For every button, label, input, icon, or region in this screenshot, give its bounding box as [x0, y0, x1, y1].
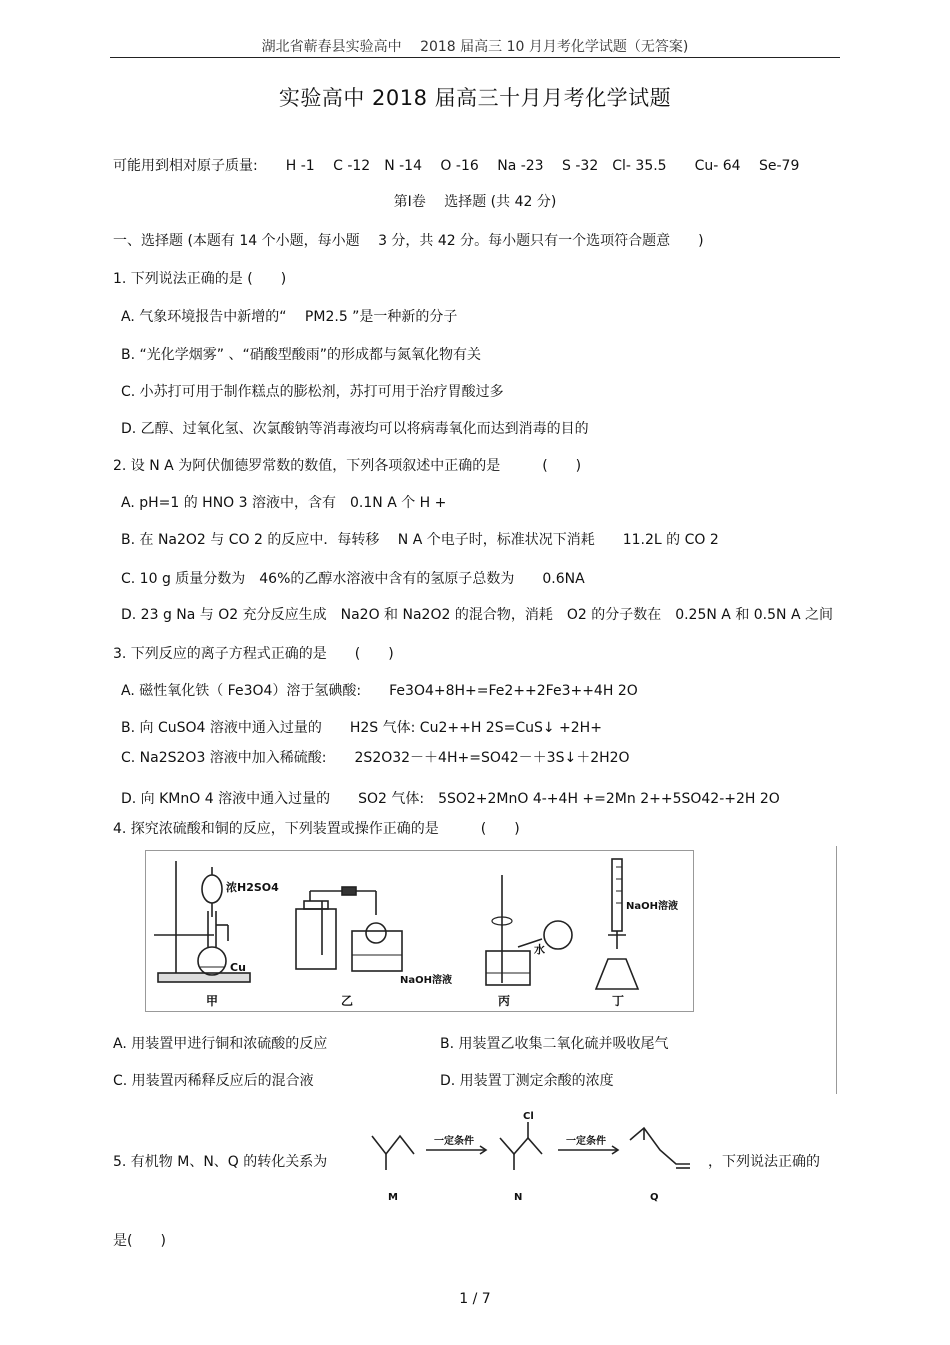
label-m: M — [388, 1192, 398, 1203]
q3-option-c: C. Na2S2O3 溶液中加入稀硫酸: 2S2O32－＋4H+=SO42－＋3S↓＋2H2O — [121, 750, 630, 766]
q1-option-a: A. 气象环境报告中新增的“ PM2.5 ”是一种新的分子 — [121, 309, 458, 325]
running-header: 湖北省蕲春县实验高中 2018 届高三 10 月月考化学试题（无答案) — [261, 39, 689, 55]
page-title: 实验高中 2018 届高三十月月考化学试题 — [278, 86, 672, 110]
conical-flask — [596, 959, 638, 989]
label-bing: 丙 — [498, 994, 511, 1008]
structure-m — [372, 1136, 414, 1154]
structure-n — [500, 1138, 542, 1154]
q4-option-b: B. 用装置乙收集二氧化硫并吸收尾气 — [440, 1036, 669, 1052]
reaction-scheme — [368, 1108, 704, 1208]
label-q: Q — [650, 1192, 659, 1203]
q5-stem-start: 5. 有机物 M、N、Q 的转化关系为 — [113, 1154, 328, 1170]
label-water: 水 — [534, 943, 545, 956]
q3-option-b: B. 向 CuSO4 溶液中通入过量的 H2S 气体: Cu2++H 2S=CuS↓ +2H+ — [121, 720, 602, 736]
flask-bing — [544, 921, 572, 949]
label-conc-h2so4: 浓H2SO4 — [226, 881, 279, 894]
label-naoh-1: NaOH溶液 — [400, 975, 452, 986]
label-naoh-2: NaOH溶液 — [626, 901, 678, 912]
beaker-yi — [352, 931, 402, 971]
label-n: N — [514, 1192, 523, 1203]
q1-stem: 1. 下列说法正确的是 ( ) — [113, 271, 287, 287]
burette — [612, 859, 622, 931]
q2-option-a: A. pH=1 的 HNO 3 溶液中，含有 0.1N A 个 H + — [121, 495, 447, 511]
q3-option-a: A. 磁性氧化铁（ Fe3O4）溶于氢碘酸: Fe3O4+8H+=Fe2++2Fe3++4H 2O — [121, 683, 638, 699]
gas-bottle — [296, 909, 336, 969]
q4-option-d: D. 用装置丁测定余酸的浓度 — [440, 1073, 614, 1089]
condition-2: 一定条件 — [566, 1136, 606, 1147]
stand-base — [158, 973, 250, 982]
q3-option-d: D. 向 KMnO 4 溶液中通入过量的 SO2 气体: 5SO2+2MnO 4-+4H +=2Mn 2++5SO42-+2H 2O — [121, 791, 780, 807]
q2-option-d: D. 23 g Na 与 O2 充分反应生成 Na2O 和 Na2O2 的混合物，消耗 O2 的分子数在 0.25N A 和 0.5N A 之间 — [121, 607, 833, 623]
apparatus-drawing — [146, 851, 693, 1011]
q1-option-d: D. 乙醇、过氧化氢、次氯酸钠等消毒液均可以将病毒氧化而达到消毒的目的 — [121, 421, 589, 437]
section-heading: 一、选择题 (本题有 14 个小题，每小题 3 分，共 42 分。每小题只有一个选项符合题意 ) — [113, 233, 704, 249]
label-jia: 甲 — [206, 994, 219, 1008]
q4-stem: 4. 探究浓硫酸和铜的反应，下列装置或操作正确的是 ( ) — [113, 821, 520, 837]
q4-option-a: A. 用装置甲进行铜和浓硫酸的反应 — [113, 1036, 328, 1052]
q5-continuation: 是( ) — [113, 1233, 166, 1249]
label-ding: 丁 — [612, 994, 625, 1008]
q1-option-c: C. 小苏打可用于制作糕点的膨松剂，苏打可用于治疗胃酸过多 — [121, 384, 504, 400]
scan-edge-line — [836, 846, 837, 1094]
structure-q — [630, 1128, 690, 1164]
condition-1: 一定条件 — [434, 1136, 474, 1147]
q4-option-c: C. 用装置丙稀释反应后的混合液 — [113, 1073, 314, 1089]
round-flask — [198, 947, 226, 975]
q3-stem: 3. 下列反应的离子方程式正确的是 ( ) — [113, 646, 394, 662]
q2-option-c: C. 10 g 质量分数为 46%的乙醇水溶液中含有的氢原子总数为 0.6NA — [121, 571, 585, 587]
label-yi: 乙 — [341, 994, 354, 1008]
atomic-masses: 可能用到相对原子质量: H -1 C -12 N -14 O -16 Na -23 S -32 Cl- 35.5 Cu- 64 Se-79 — [113, 158, 800, 174]
dropping-funnel — [202, 875, 222, 903]
label-cu: Cu — [230, 961, 246, 974]
inverted-funnel — [366, 923, 386, 943]
q1-option-b: B. “光化学烟雾” 、“硝酸型酸雨”的形成都与氮氧化物有关 — [121, 347, 481, 363]
header-rule — [110, 57, 840, 58]
part-heading: 第Ⅰ卷 选择题 (共 42 分) — [393, 194, 557, 210]
apparatus-figure — [145, 850, 694, 1012]
cl-label: Cl — [523, 1111, 534, 1122]
q5-stem-end: ，下列说法正确的 — [708, 1154, 820, 1170]
q2-stem: 2. 设 N A 为阿伏伽德罗常数的数值，下列各项叙述中正确的是 ( ) — [113, 458, 582, 474]
page-number: 1 / 7 — [459, 1291, 491, 1307]
q2-option-b: B. 在 Na2O2 与 CO 2 的反应中．每转移 N A 个电子时，标准状况下消耗 11.2L 的 CO 2 — [121, 532, 719, 548]
beaker-bing — [486, 951, 530, 985]
